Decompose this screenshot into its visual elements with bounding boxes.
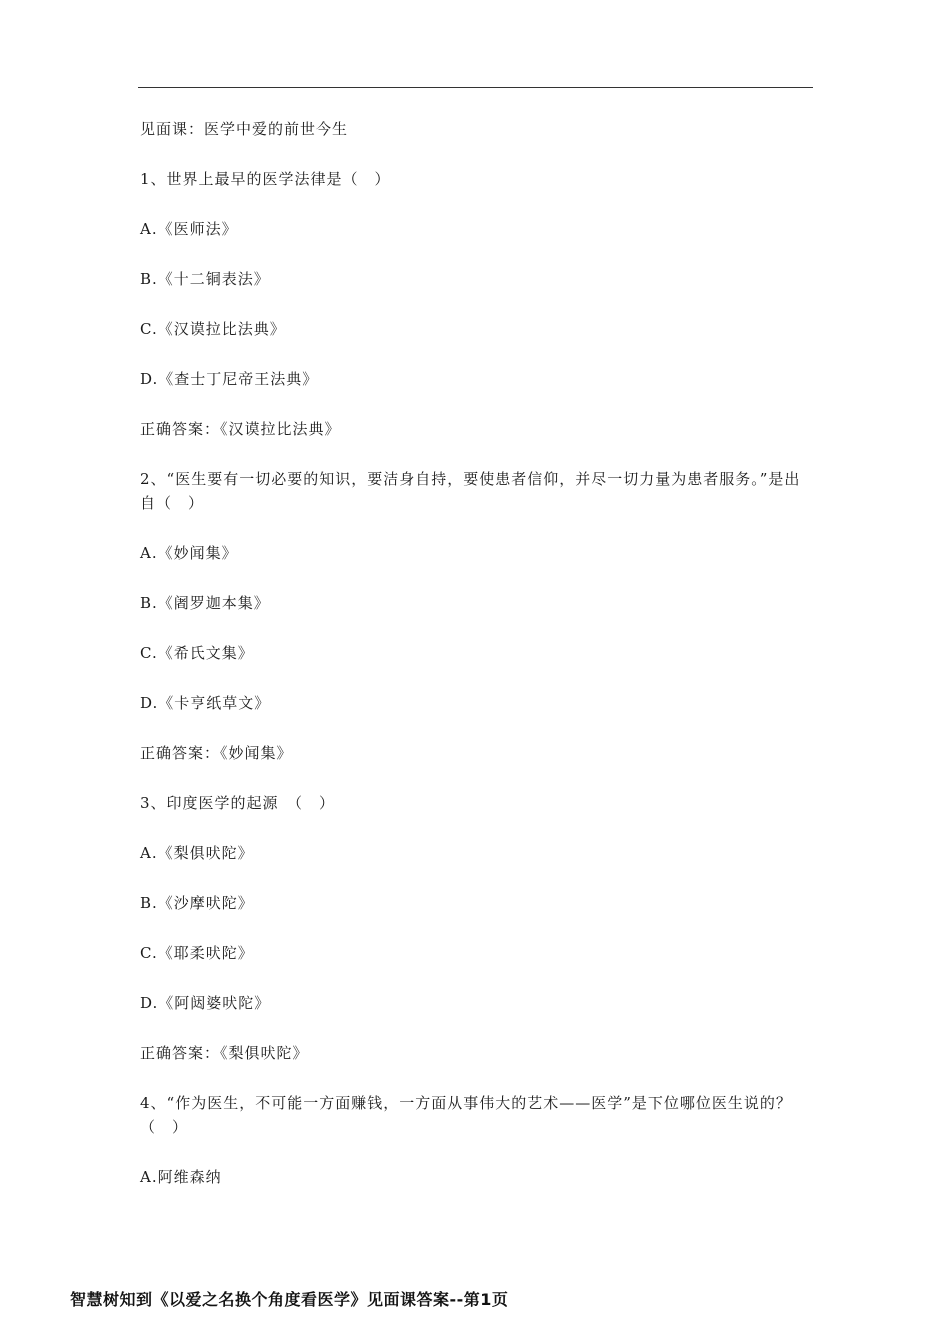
lesson-title: 见面课：医学中爱的前世今生 bbox=[140, 120, 349, 138]
option-2c: C.《希氏文集》 bbox=[140, 644, 254, 662]
answer-1: 正确答案：《汉谟拉比法典》 bbox=[140, 420, 341, 438]
option-1a: A.《医师法》 bbox=[140, 220, 238, 238]
option-1b: B.《十二铜表法》 bbox=[140, 270, 270, 288]
option-3a: A.《梨俱吠陀》 bbox=[140, 844, 254, 862]
header-rule bbox=[138, 87, 813, 88]
question-4: 4、“作为医生，不可能一方面赚钱，一方面从事伟大的艺术——医学”是下位哪位医生说的？（ ） bbox=[140, 1094, 792, 1136]
option-1c: C.《汉谟拉比法典》 bbox=[140, 320, 286, 338]
option-3c: C.《耶柔吠陀》 bbox=[140, 944, 254, 962]
page-footer: 智慧树知到《以爱之名换个角度看医学》见面课答案--第1页 bbox=[70, 1290, 509, 1309]
option-2a: A.《妙闻集》 bbox=[140, 544, 238, 562]
answer-3: 正确答案：《梨俱吠陀》 bbox=[140, 1044, 309, 1062]
option-4a: A.阿维森纳 bbox=[140, 1168, 222, 1186]
answer-2: 正确答案：《妙闻集》 bbox=[140, 744, 293, 762]
option-3b: B.《沙摩吠陀》 bbox=[140, 894, 254, 912]
option-2b: B.《阇罗迦本集》 bbox=[140, 594, 270, 612]
question-2: 2、“医生要有一切必要的知识，要洁身自持，要使患者信仰，并尽一切力量为患者服务。”是出自（ ） bbox=[140, 470, 801, 512]
option-1d: D.《查士丁尼帝王法典》 bbox=[140, 370, 319, 388]
document-body bbox=[140, 117, 812, 1189]
question-3: 3、印度医学的起源 （ ） bbox=[140, 794, 336, 812]
option-2d: D.《卡亨纸草文》 bbox=[140, 694, 271, 712]
option-3d: D.《阿闼婆吠陀》 bbox=[140, 994, 271, 1012]
question-1: 1、世界上最早的医学法律是（ ） bbox=[140, 170, 391, 188]
